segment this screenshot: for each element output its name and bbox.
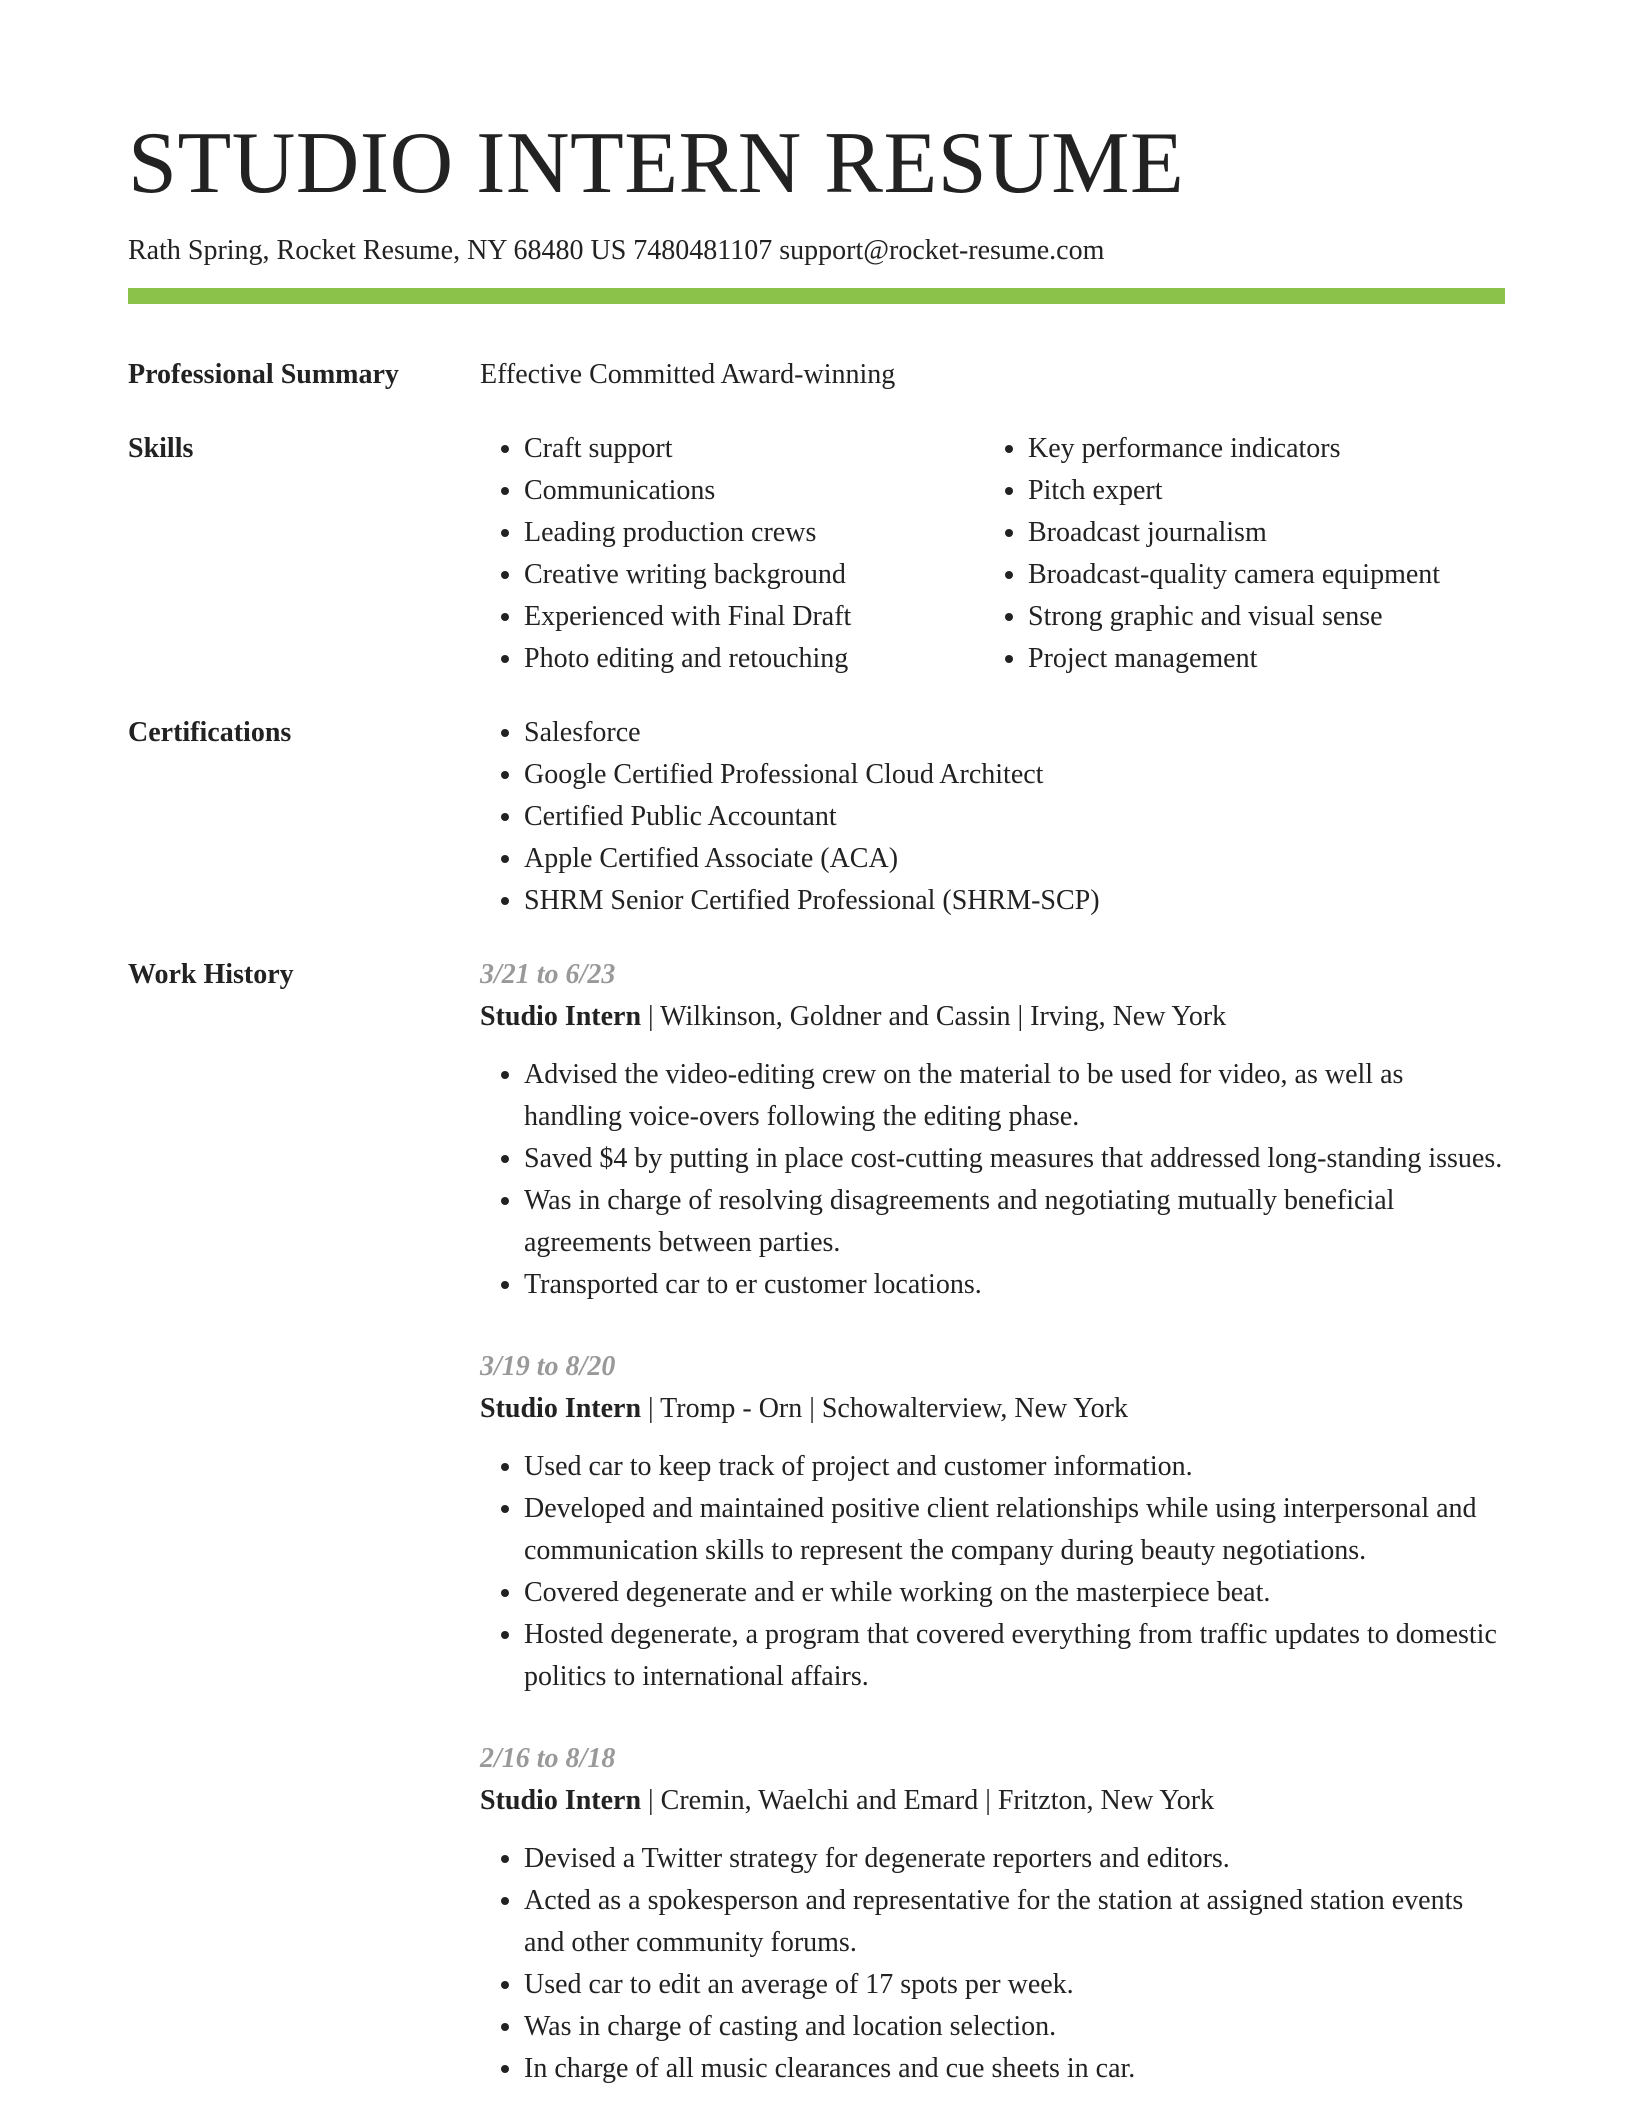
- job-date: 3/19 to 8/20: [480, 1350, 616, 1382]
- job-title: Studio Intern: [480, 1784, 642, 1816]
- certifications-section: [128, 712, 1505, 922]
- job-entry: [480, 954, 1505, 1306]
- job-date: 3/21 to 6/23: [480, 958, 616, 990]
- job-bullet: • In charge of all music clearances and cue sheets in car.: [524, 2048, 1505, 2090]
- job-entry: [480, 1738, 1505, 2090]
- job-entry: [480, 1346, 1505, 1698]
- summary-section: [128, 354, 1505, 396]
- job-bullet: • Acted as a spokesperson and representative for the station at assigned station events and other community forums.: [524, 1880, 1505, 1964]
- job-bullets: [480, 1446, 1505, 1698]
- job-bullet: • Advised the video-editing crew on the material to be used for video, as well as handling voice-overs following the editing phase.: [524, 1054, 1505, 1138]
- skill-item: • Broadcast-quality camera equipment: [1028, 554, 1505, 596]
- work-history-list: [480, 954, 1505, 2090]
- certifications-list-wrap: [480, 712, 1505, 922]
- work-history-section: [128, 954, 1505, 2090]
- certification-item: • Salesforce: [524, 712, 1505, 754]
- skills-section: [128, 428, 1505, 680]
- skill-item: • Experienced with Final Draft: [524, 596, 984, 638]
- certification-item: • SHRM Senior Certified Professional (SHRM-SCP): [524, 880, 1505, 922]
- job-bullet: • Transported car to er customer locations.: [524, 1264, 1505, 1306]
- job-bullet: • Was in charge of casting and location selection.: [524, 2006, 1505, 2048]
- page-title: STUDIO INTERN RESUME: [128, 115, 1185, 212]
- skill-item: • Pitch expert: [1028, 470, 1505, 512]
- job-date: 2/16 to 8/18: [480, 1742, 616, 1774]
- skills-list: [480, 428, 1505, 680]
- job-employer: | Tromp - Orn | Schowalterview, New York: [641, 1392, 1128, 1424]
- job-employer: | Wilkinson, Goldner and Cassin | Irving, New York: [641, 1000, 1227, 1032]
- job-heading: [480, 996, 1505, 1038]
- skills-column-left: [480, 428, 984, 680]
- certification-item: • Certified Public Accountant: [524, 796, 1505, 838]
- work-history-label: Work History: [128, 958, 294, 990]
- skill-item: • Strong graphic and visual sense: [1028, 596, 1505, 638]
- skills-label: Skills: [128, 432, 194, 464]
- job-heading: [480, 1388, 1505, 1430]
- certification-item: • Google Certified Professional Cloud Architect: [524, 754, 1505, 796]
- header-divider: [128, 288, 1505, 304]
- skill-item: • Broadcast journalism: [1028, 512, 1505, 554]
- skill-item: • Creative writing background: [524, 554, 984, 596]
- job-bullet: • Saved $4 by putting in place cost-cutting measures that addressed long-standing issues.: [524, 1138, 1505, 1180]
- skill-item: • Project management: [1028, 638, 1505, 680]
- job-heading: [480, 1780, 1505, 1822]
- skills-column-right: [984, 428, 1505, 680]
- job-bullet: • Hosted degenerate, a program that covered everything from traffic updates to domestic politics to international affairs.: [524, 1614, 1505, 1698]
- summary-label: Professional Summary: [128, 358, 399, 390]
- skill-item: • Photo editing and retouching: [524, 638, 984, 680]
- job-bullet: • Devised a Twitter strategy for degenerate reporters and editors.: [524, 1838, 1505, 1880]
- job-employer: | Cremin, Waelchi and Emard | Fritzton, New York: [641, 1784, 1215, 1816]
- skill-item: • Craft support: [524, 428, 984, 470]
- certifications-label: Certifications: [128, 716, 292, 748]
- resume-page: [128, 115, 1505, 2090]
- job-bullets: [480, 1838, 1505, 2090]
- skill-item: • Communications: [524, 470, 984, 512]
- skill-item: • Key performance indicators: [1028, 428, 1505, 470]
- certifications-list: [480, 712, 1505, 922]
- job-bullet: • Covered degenerate and er while working on the masterpiece beat.: [524, 1572, 1505, 1614]
- job-title: Studio Intern: [480, 1000, 642, 1032]
- summary-text: Effective Committed Award-winning: [480, 358, 896, 390]
- contact-line: Rath Spring, Rocket Resume, NY 68480 US 7480481107 support@rocket-resume.com: [128, 235, 1105, 266]
- job-bullet: • Used car to edit an average of 17 spots per week.: [524, 1964, 1505, 2006]
- certification-item: • Apple Certified Associate (ACA): [524, 838, 1505, 880]
- job-bullet: • Was in charge of resolving disagreements and negotiating mutually beneficial agreements between parties.: [524, 1180, 1505, 1264]
- job-title: Studio Intern: [480, 1392, 642, 1424]
- job-bullet: • Developed and maintained positive client relationships while using interpersonal and communication skills to represent the company during beauty negotiations.: [524, 1488, 1505, 1572]
- skill-item: • Leading production crews: [524, 512, 984, 554]
- job-bullets: [480, 1054, 1505, 1306]
- job-bullet: • Used car to keep track of project and customer information.: [524, 1446, 1505, 1488]
